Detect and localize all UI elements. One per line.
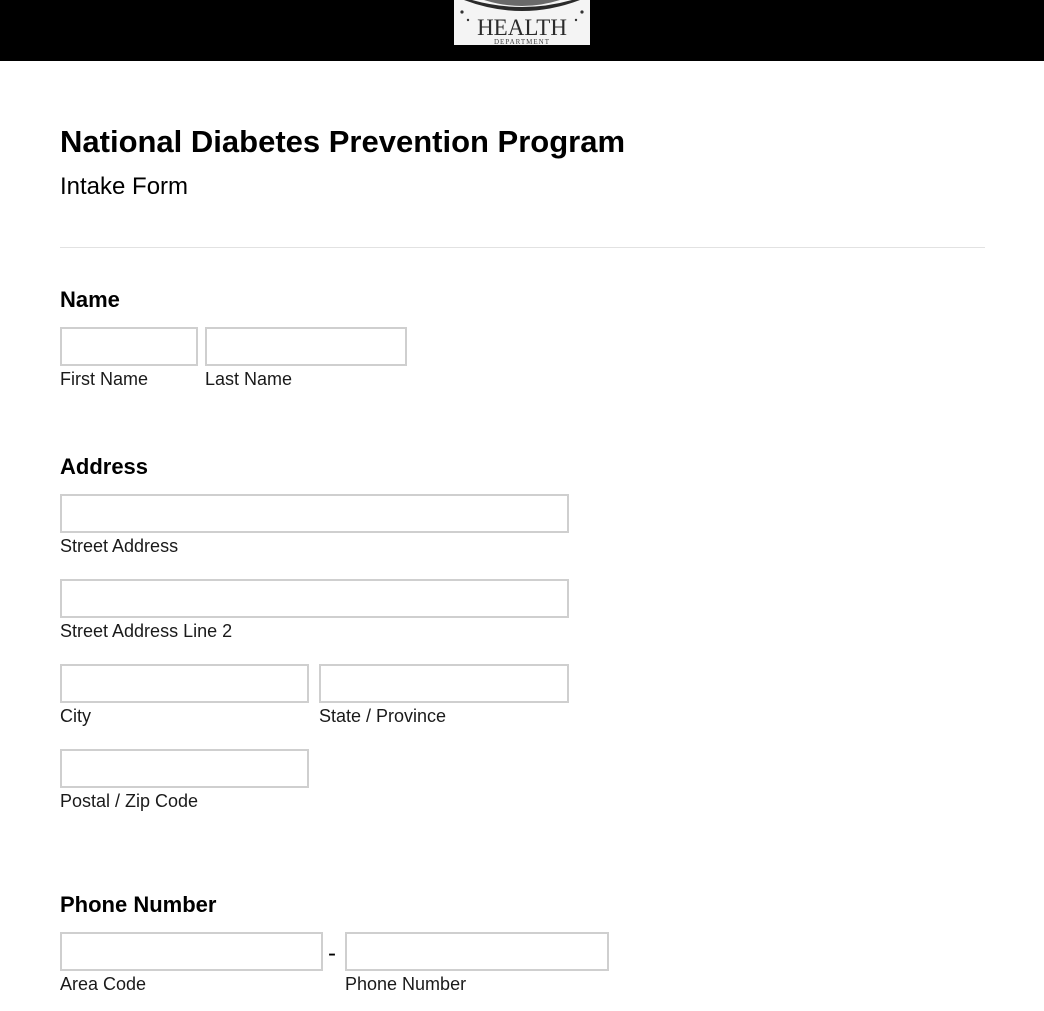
last-name-input[interactable]: [205, 327, 407, 366]
phone-separator: -: [328, 940, 336, 967]
logo-text: HEALTH: [477, 15, 567, 40]
first-name-input[interactable]: [60, 327, 198, 366]
postal-zip-label: Postal / Zip Code: [60, 791, 199, 811]
city-input[interactable]: [60, 664, 309, 703]
street-address-line2-input[interactable]: [60, 579, 569, 618]
first-name-label: First Name: [60, 369, 149, 389]
header-bar: [0, 0, 1044, 61]
logo-emblem-icon: [454, 0, 590, 45]
area-code-input[interactable]: [60, 932, 323, 971]
city-label: City: [60, 706, 91, 726]
logo-subtext: DEPARTMENT: [494, 38, 550, 45]
header-divider: [60, 247, 985, 248]
street-address-label: Street Address: [60, 536, 179, 556]
form-subtitle: Intake Form: [60, 173, 189, 200]
postal-zip-input[interactable]: [60, 749, 309, 788]
street-address-line2-label: Street Address Line 2: [60, 621, 233, 641]
phone-number-input[interactable]: [345, 932, 609, 971]
name-section-label: Name: [60, 287, 120, 312]
street-address-input[interactable]: [60, 494, 569, 533]
health-department-logo: [454, 0, 590, 45]
state-province-input[interactable]: [319, 664, 569, 703]
phone-section-label: Phone Number: [60, 892, 217, 917]
last-name-label: Last Name: [205, 369, 293, 389]
form-title: National Diabetes Prevention Program: [60, 124, 626, 159]
area-code-label: Area Code: [60, 974, 147, 994]
address-section-label: Address: [60, 454, 149, 479]
state-province-label: State / Province: [319, 706, 447, 726]
phone-number-label: Phone Number: [345, 974, 467, 994]
